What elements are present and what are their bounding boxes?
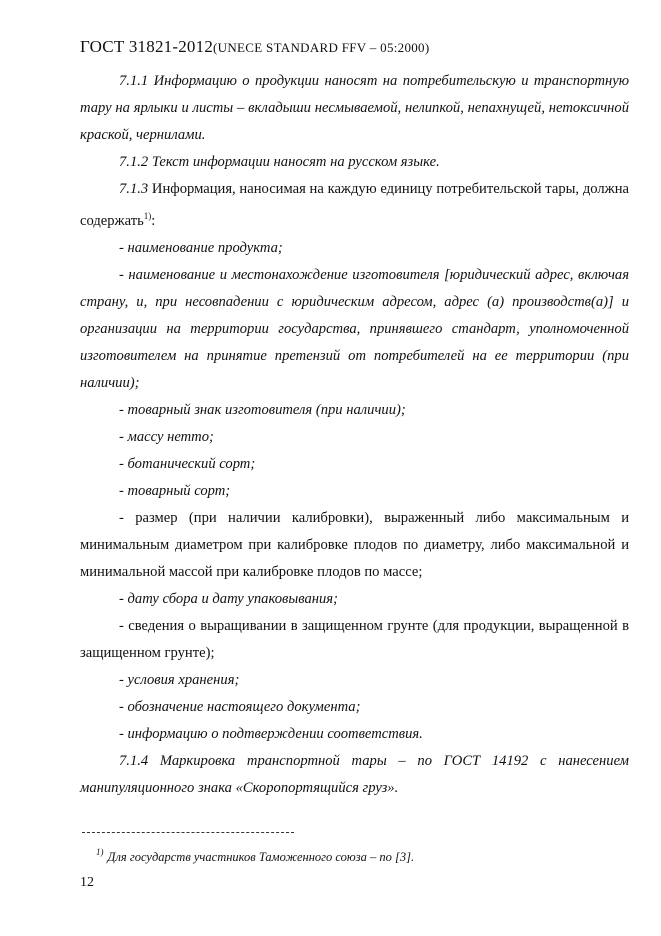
unece-standard: (UNECE STANDARD FFV – 05:2000) [213, 40, 430, 55]
footnote [96, 847, 414, 865]
paragraph-7-1-3 [80, 176, 629, 235]
gost-number: ГОСТ 31821-2012 [80, 37, 214, 56]
document-body [80, 68, 629, 802]
paragraph-7-1-4: 7.1.4 Маркировка транспортной тары – по ГОСТ 14192 с нанесением манипуляционного знака «Скоропортящийся груз». [80, 753, 629, 796]
footnote-separator [82, 832, 294, 833]
requirements-list [80, 235, 629, 748]
paragraph-7-1-3-number: 7.1.3 [119, 181, 149, 197]
list-item-dates: - дату сбора и дату упаковывания; [119, 591, 338, 607]
list-item-commercial-grade: - товарный сорт; [119, 483, 231, 499]
document-header [80, 37, 430, 57]
footnote-mark: 1) [96, 847, 104, 857]
list-item-trademark: - товарный знак изготовителя (при наличии); [119, 402, 406, 418]
list-item-storage-conditions: - условия хранения; [119, 672, 240, 688]
paragraph-7-1-3-end: : [151, 213, 156, 229]
list-item-greenhouse: - сведения о выращивании в защищенном грунте (для продукции, выращенной в защищенном грунте); [80, 618, 629, 661]
paragraph-7-1-1: 7.1.1 Информацию о продукции наносят на потребительскую и транспортную тару на ярлыки и листы – вкладыши несмываемой, нелипкой, непахнущей, нетоксичной краской, чернилами. [80, 73, 629, 143]
paragraph-7-1-3-text: Информация, наносимая на каждую единицу потребительской тары, должна содержать [80, 181, 629, 229]
list-item-conformity: - информацию о подтверждении соответствия. [119, 726, 423, 742]
footnote-reference: 1) [143, 211, 152, 221]
footnote-text: Для государств участников Таможенного союза – по [3]. [107, 850, 415, 864]
list-item-botanical-variety: - ботанический сорт; [119, 456, 256, 472]
list-item-net-mass: - массу нетто; [119, 429, 214, 445]
page-number: 12 [80, 875, 94, 890]
list-item-document-designation: - обозначение настоящего документа; [119, 699, 361, 715]
paragraph-7-1-2: 7.1.2 Текст информации наносят на русском языке. [119, 154, 440, 170]
list-item-size: - размер (при наличии калибровки), выраженный либо максимальным и минимальным диаметром при калибровке плодов по диаметру, либо максимальной и минимальной массой при калибровке плодов по массе; [80, 510, 629, 580]
list-item-product-name: - наименование продукта; [119, 240, 283, 256]
list-item-manufacturer: - наименование и местонахождение изготовителя [юридический адрес, включая страну, и, при несовпадении с юридическим адресом, адрес (а) производств(а)] и организации на территории государства, принявшего стандарт, уполномоченной изготовителем на принятие претензий от потребителей на ее территории (при наличии); [80, 267, 629, 391]
